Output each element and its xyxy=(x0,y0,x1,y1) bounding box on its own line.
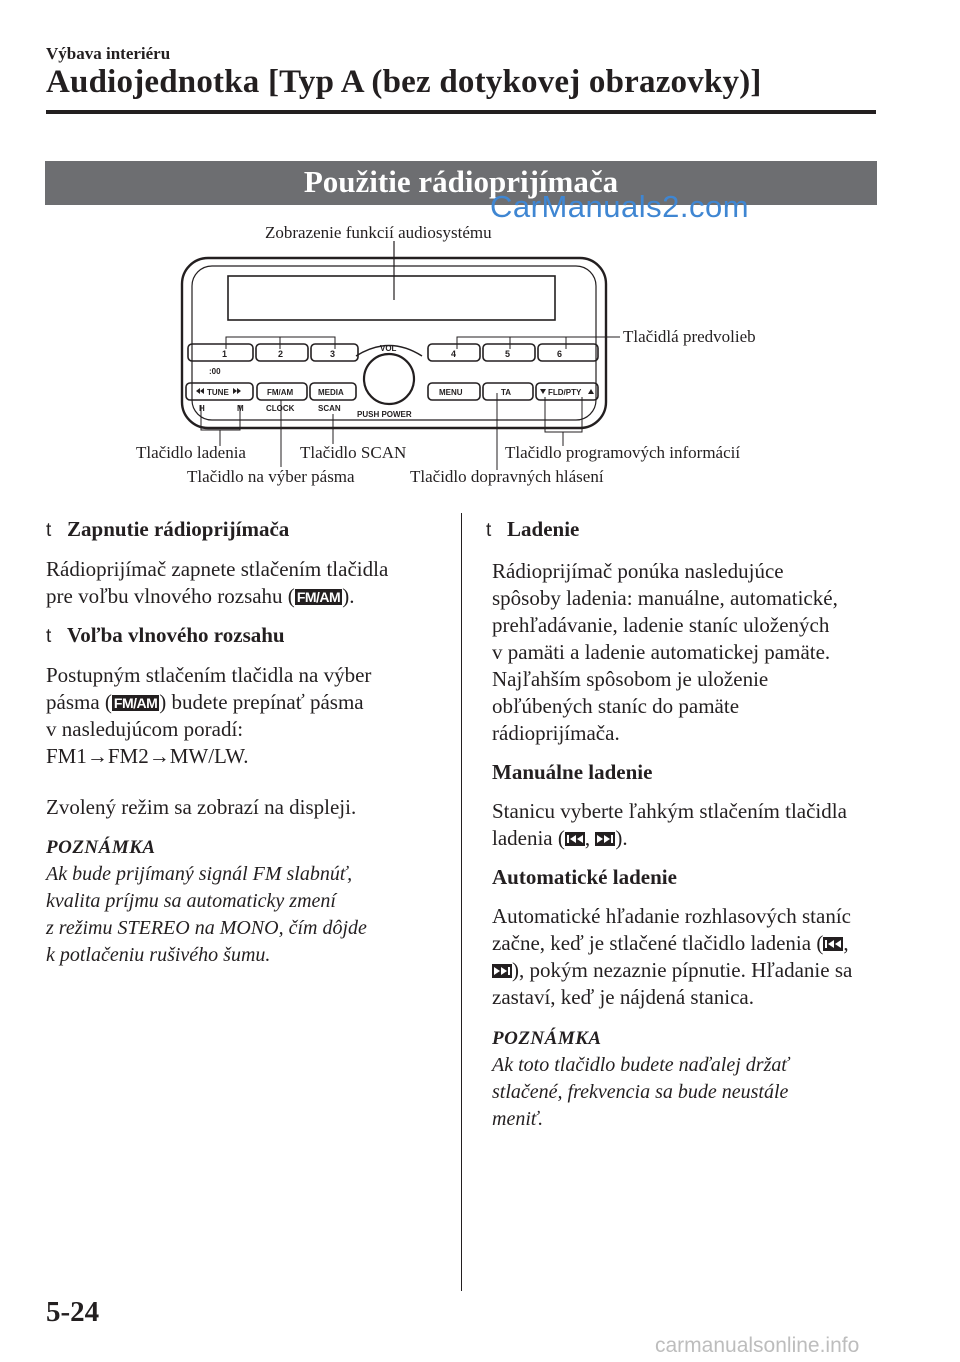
page-number: 5-24 xyxy=(46,1296,100,1328)
para-band-2: pásma ( FM/AM) budete prepínať pásma xyxy=(46,690,364,714)
fld-pty-label: FLD/PTY xyxy=(548,388,582,397)
callout-presets: Tlačidlá predvolieb xyxy=(623,327,756,346)
up-arrow-icon xyxy=(588,389,594,394)
callout-pty: Tlačidlo programových informácií xyxy=(505,443,741,462)
callout-tuning: Tlačidlo ladenia xyxy=(136,443,246,462)
push-power-label: PUSH POWER xyxy=(357,410,412,419)
callout-display: Zobrazenie funkcií audiosystému xyxy=(265,223,492,242)
fm-am-chip-icon: FM/AM xyxy=(113,695,158,711)
heading-tuning: t Ladenie xyxy=(486,517,580,541)
section-label: Výbava interiéru xyxy=(46,44,171,63)
bullet-icon: t xyxy=(46,520,52,541)
bullet-icon: t xyxy=(46,626,52,647)
para-power-1: Rádioprijímač zapnete stlačením tlačidla xyxy=(46,557,389,581)
para-band-3: v nasledujúcom poradí: xyxy=(46,717,244,741)
note-left: Ak bude prijímaný signál FM slabnúť, kvalita príjmu sa automaticky zmení z režimu STEREO na MONO, čím dôjde k potlačeniu rušivého šumu. xyxy=(46,863,367,966)
preset-label-5: 5 xyxy=(505,349,511,359)
right-column xyxy=(488,516,888,1133)
preset-label-1: 1 xyxy=(222,349,228,359)
preset-button-6 xyxy=(538,344,598,361)
m-label: M xyxy=(237,404,244,413)
para-manual-2: ladenia ( , ). xyxy=(492,826,628,850)
scan-label: SCAN xyxy=(318,404,341,413)
callout-band: Tlačidlo na výber pásma xyxy=(187,467,355,486)
tune-label: TUNE xyxy=(207,388,229,397)
heading-power-on: t Zapnutie rádioprijímača xyxy=(46,517,290,541)
footer-watermark: carmanualsonline.info xyxy=(655,1334,860,1357)
menu-label: MENU xyxy=(439,388,463,397)
para-tuning: Rádioprijímač ponúka nasledujúce spôsoby ladenia: manuálne, automatické, prehľadávanie, ladenie staníc uložených v pamäti a ladenie automatickej pamäte. Najľahším spôsobom je uloženie obľúbených staníc do pamäte rádioprijímača. Manuálne ladenie Stanicu vyberte ľahkým stlačením tlačidla ladenia ( , ). Automatické ladenie Automatické hľadanie rozhlasových staníc začne, keď je stlačené tlačidlo ladenia ( , ), pokým nezaznie pípnutie. Hľadanie sa zastaví, keď je nájdená stanica. POZNÁMKA Ak toto tlačidlo budete naďalej držať stlačené, frekvencia sa bude neustále meniť. xyxy=(492,558,888,1133)
left-column xyxy=(46,516,446,969)
bullet-icon: t xyxy=(486,520,492,541)
para-band-display: Zvolený režim sa zobrazí na displeji. xyxy=(46,795,357,819)
down-arrow-icon xyxy=(540,389,546,394)
para-power-2: pre voľbu vlnového rozsahu ( FM/AM). xyxy=(46,584,355,608)
media-label: MEDIA xyxy=(318,388,344,397)
seek-back-icon xyxy=(565,832,585,846)
preset-label-3: 3 xyxy=(330,349,336,359)
watermark: CarManuals2.com xyxy=(490,189,750,224)
para-auto-1: Automatické hľadanie rozhlasových staníc xyxy=(492,904,851,928)
fm-am-label: FM/AM xyxy=(267,388,294,397)
seek-back-icon xyxy=(823,937,843,951)
preset-label-4: 4 xyxy=(451,349,457,359)
note-title-right: POZNÁMKA xyxy=(492,1028,602,1049)
clock-digits-label: :00 xyxy=(209,367,221,376)
callout-scan: Tlačidlo SCAN xyxy=(300,443,407,462)
h-label: H xyxy=(199,404,205,413)
ta-label: TA xyxy=(501,388,512,397)
fm-am-chip-icon: FM/AM xyxy=(296,589,341,605)
preset-label-2: 2 xyxy=(278,349,284,359)
prev-arrow-icon xyxy=(196,388,204,394)
heading-manual-tuning: Manuálne ladenie xyxy=(492,760,653,784)
radio-panel-figure xyxy=(0,0,960,500)
heading-band-select: t Voľba vlnového rozsahu xyxy=(46,623,285,647)
preset-button-1 xyxy=(188,344,253,361)
banner-title: Použitie rádioprijímača xyxy=(303,164,619,199)
para-auto-3: ), pokým nezaznie pípnutie. Hľadanie sa xyxy=(492,957,888,984)
seek-forward-icon xyxy=(492,964,512,978)
column-divider xyxy=(461,513,462,1291)
para-band-1: Postupným stlačením tlačidla na výber xyxy=(46,663,372,687)
seek-forward-icon xyxy=(595,832,615,846)
note-title-left: POZNÁMKA xyxy=(46,837,156,858)
volume-knob xyxy=(364,354,414,404)
heading-auto-tuning: Automatické ladenie xyxy=(492,865,677,889)
para-auto-2: začne, keď je stlačené tlačidlo ladenia ( , xyxy=(492,931,849,955)
vol-label: VOL xyxy=(380,344,397,353)
callout-ta: Tlačidlo dopravných hlásení xyxy=(410,467,604,486)
note-right: Ak toto tlačidlo budete naďalej držať stlačené, frekvencia sa bude neustále meniť. xyxy=(492,1054,789,1130)
next-arrow-icon xyxy=(233,388,241,394)
para-auto-4: zastaví, keď je nájdená stanica. xyxy=(492,985,754,1009)
clock-label: CLOCK xyxy=(266,404,295,413)
preset-label-6: 6 xyxy=(557,349,563,359)
para-manual-1: Stanicu vyberte ľahkým stlačením tlačidla xyxy=(492,799,847,823)
chapter-title: Audiojednotka [Typ A (bez dotykovej obrazovky)] xyxy=(46,64,762,100)
para-band-4: FM1→FM2→MW/LW. xyxy=(46,744,249,768)
display-window xyxy=(228,276,555,320)
